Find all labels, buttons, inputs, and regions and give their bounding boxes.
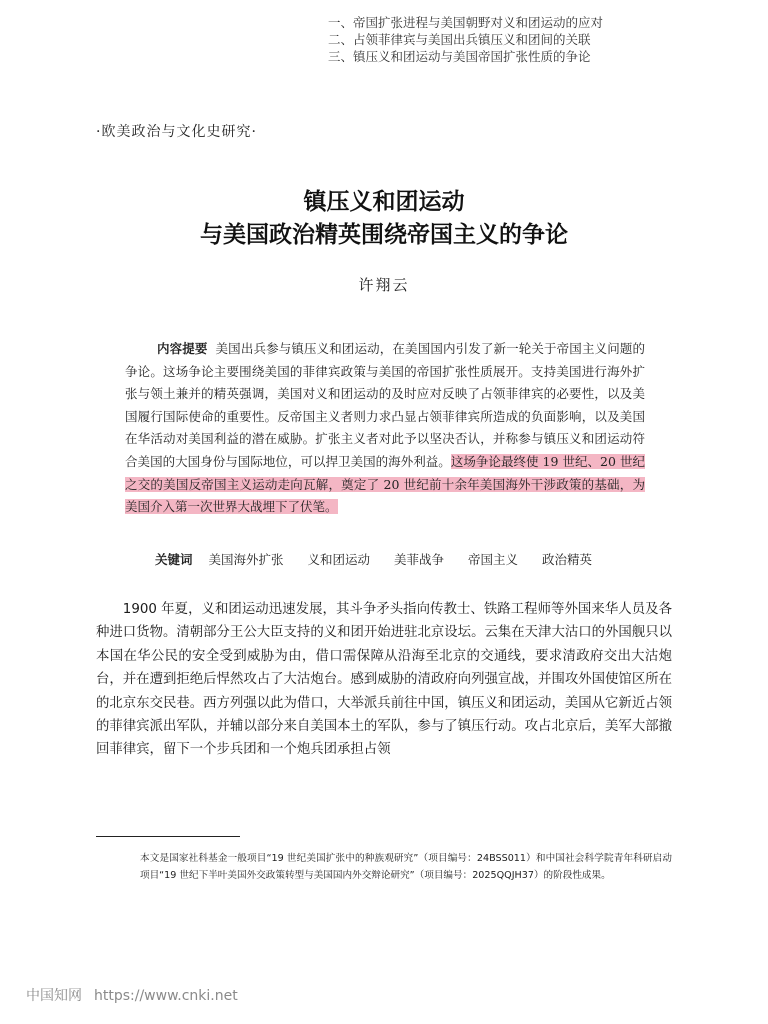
site-name: 中国知网 (26, 988, 82, 1004)
article-title-line2: 与美国政治精英围绕帝国主义的争论 (200, 222, 568, 248)
site-watermark (26, 985, 238, 1005)
keyword: 义和团运动 (307, 552, 371, 567)
keyword: 美国海外扩张 (208, 552, 284, 567)
abstract-label: 内容提要 (157, 341, 208, 356)
toc-item[interactable]: 三、镇压义和团运动与美国帝国扩张性质的争论 (328, 49, 591, 64)
abstract (125, 338, 645, 519)
keyword: 政治精英 (542, 552, 593, 567)
toc-item[interactable]: 一、帝国扩张进程与美国朝野对义和团运动的应对 (328, 15, 604, 30)
toc-item[interactable]: 二、占领菲律宾与美国出兵镇压义和团间的关联 (328, 32, 591, 47)
site-url[interactable]: https://www.cnki.net (94, 988, 238, 1004)
author-name: 许翔云 (358, 276, 410, 294)
section-tag: ·欧美政治与文化史研究· (96, 124, 257, 140)
keywords (155, 550, 675, 568)
article-title-line1: 镇压义和团运动 (303, 189, 465, 215)
footnote-divider (96, 836, 240, 837)
keyword: 帝国主义 (468, 552, 519, 567)
footnote: 本文是国家社科基金一般项目“19 世纪美国扩张中的种族观研究”（项目编号：24BSS011）和中国社会科学院青年科研启动项目“19 世纪下半叶美国外交政策转型与美国国内外交辩论研究”（项目编号：2025QQJH37）的阶段性成果。 (140, 853, 672, 881)
abstract-highlight: 这场争论最终使 19 世纪、20 世纪之交的美国反帝国主义运动走向瓦解，奠定了 20 世纪前十余年美国海外干涉政策的基础，为美国介入第一次世界大战埋下了伏笔。 (125, 453, 645, 515)
abstract-text: 美国出兵参与镇压义和团运动，在美国国内引发了新一轮关于帝国主义问题的争论。这场争论主要围绕美国的菲律宾政策与美国的帝国扩张性质展开。支持美国进行海外扩张与领土兼并的精英强调，美国对义和团运动的及时应对反映了占领菲律宾的必要性，以及美国履行国际使命的重要性。反帝国主义者则力求凸显占领菲律宾所造成的负面影响，以及美国在华活动对美国利益的潜在威胁。扩张主义者对此予以坚决否认，并称参与镇压义和团运动符合美国的大国身份与国际地位，可以捍卫美国的海外利益。 (125, 341, 645, 469)
body-paragraph: 1900 年夏，义和团运动迅速发展，其斗争矛头指向传教士、铁路工程师等外国来华人员及各种进口货物。清朝部分王公大臣支持的义和团开始进驻北京设坛。云集在天津大沽口的外国舰只以本国在华公民的安全受到威胁为由，借口需保障从沿海至北京的交通线，要求清政府交出大沽炮台，并在遭到拒绝后悍然攻占了大沽炮台。感到威胁的清政府向列强宣战，并围攻外国使馆区所在的北京东交民巷。西方列强以此为借口，大举派兵前往中国，镇压义和团运动，美国从它新近占领的菲律宾派出军队，并辅以部分来自美国本土的军队，参与了镇压行动。攻占北京后，美军大部撤回菲律宾，留下一个步兵团和一个炮兵团承担占领 (96, 602, 672, 758)
keywords-label: 关键词 (155, 552, 193, 567)
table-of-contents (328, 14, 758, 65)
keyword: 美菲战争 (394, 552, 445, 567)
